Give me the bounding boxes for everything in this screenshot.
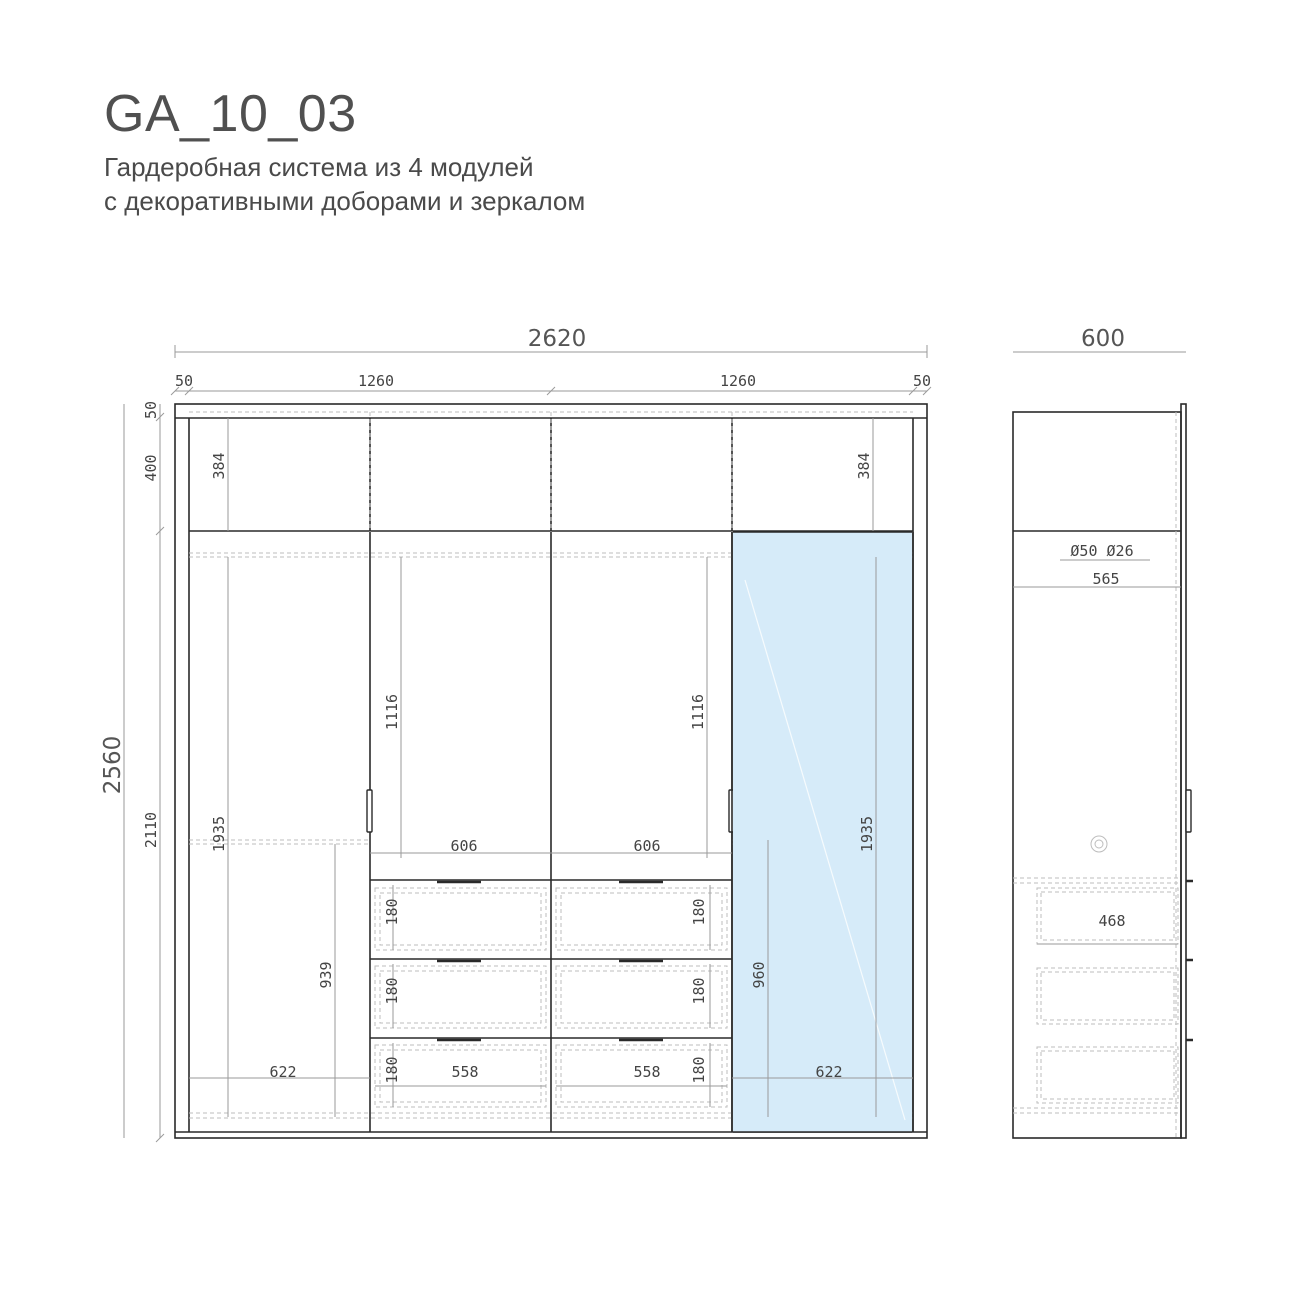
- lower-hanging-height-right: 960: [750, 961, 768, 989]
- side-drawer-width: 468: [1098, 912, 1126, 930]
- overall-height-dimension: [124, 404, 164, 1142]
- drawer-3-height-right: 180: [690, 1056, 708, 1084]
- drawer-3-height-left: 180: [383, 1056, 401, 1084]
- top-segment-right-edge: 50: [912, 372, 932, 390]
- bottom-width-right: 622: [815, 1063, 843, 1081]
- front-view: [100, 326, 931, 1142]
- side-dimensions: [1013, 560, 1181, 944]
- drawer-1-height-left: 180: [383, 898, 401, 926]
- subtitle-line-1: Гардеробная система из 4 модулей: [104, 152, 534, 182]
- drawer-handles: [437, 882, 663, 1040]
- drawer-1-height-right: 180: [690, 898, 708, 926]
- drawing-title: GA_10_03: [104, 85, 357, 143]
- hanging-height-left: 1935: [210, 815, 228, 853]
- side-hidden-lines: [1013, 412, 1181, 1138]
- left-segment-upper: 400: [142, 454, 160, 482]
- overall-height-label: 2560: [100, 735, 126, 795]
- top-segments-dimension: [171, 387, 931, 395]
- top-segment-right-module: 1260: [719, 372, 757, 390]
- rail-width-module-2: 606: [450, 837, 478, 855]
- top-segment-left-module: 1260: [357, 372, 395, 390]
- hanging-height-right: 1935: [858, 815, 876, 853]
- overall-width-label: 2620: [527, 326, 587, 352]
- rail-width-module-3: 606: [633, 837, 661, 855]
- rail-section-icon: [1091, 836, 1107, 852]
- subtitle-line-2: с декоративными доборами и зеркалом: [104, 186, 586, 216]
- rail-length: 565: [1092, 570, 1120, 588]
- upper-height-right: 384: [855, 452, 873, 480]
- left-segment-top-trim: 50: [142, 400, 160, 420]
- depth-label: 600: [1081, 326, 1125, 352]
- drawer-width-module-2: 558: [451, 1063, 479, 1081]
- drawer-2-height-left: 180: [383, 977, 401, 1005]
- lower-hanging-height-left: 939: [317, 961, 335, 989]
- left-segment-main: 2110: [142, 811, 160, 849]
- bottom-width-left: 622: [269, 1063, 297, 1081]
- mirror-door: [732, 532, 913, 1132]
- upper-height-left: 384: [210, 452, 228, 480]
- drawer-width-module-3: 558: [633, 1063, 661, 1081]
- side-view: [1013, 326, 1193, 1138]
- top-segment-left-edge: 50: [174, 372, 194, 390]
- hanging-height-module-3: 1116: [689, 693, 707, 731]
- side-drawer-handles: [1186, 881, 1193, 1040]
- hanging-height-module-2: 1116: [383, 693, 401, 731]
- side-carcass: [1013, 404, 1186, 1138]
- rail-diameters: Ø50 Ø26: [1070, 542, 1134, 560]
- side-handles: [1186, 790, 1191, 832]
- drawer-2-height-right: 180: [690, 977, 708, 1005]
